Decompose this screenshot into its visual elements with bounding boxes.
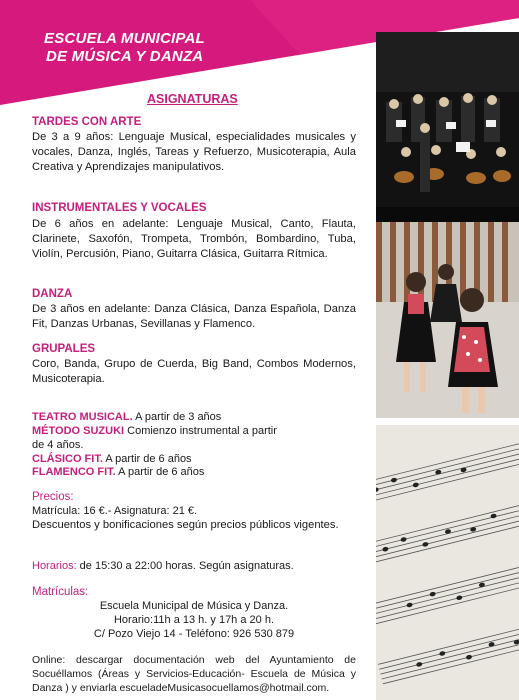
matriculas-line2: Horario:11h a 13 h. y 17h a 20 h.	[113, 614, 274, 626]
matriculas-line1: Escuela Municipal de Música y Danza.	[99, 600, 289, 612]
sheet-music-photo	[376, 425, 519, 700]
matriculas-line3: C/ Pozo Viejo 14 - Teléfono: 926 530 879	[93, 628, 295, 640]
section-text-danza: De 3 años en adelante: Danza Clásica, Danza Española, Danza Fit, Danzas Urbanas, Sevillanas y Flamenco.	[32, 303, 356, 330]
dancing-girls-photo	[376, 222, 519, 418]
section-text-instrumentales: De 6 años en adelante: Lenguaje Musical, Canto, Flauta, Clarinete, Saxofón, Trompeta, Trombón, Bombardino, Tuba, Violín, Percusión, Piano, Guitarra Clásica, Guitarra Rítmica.	[32, 218, 356, 260]
matriculas-label: Matrículas:	[32, 586, 89, 598]
online-info: Online: descargar documentación web del Ayuntamiento de Socuéllamos (Áreas y Servicios-Educación- Escuela de Música y Danza ) y enviarla escueladeMusicasocuellamos@hotmail.com.	[32, 654, 356, 694]
extra-flamenco: FLAMENCO FIT. A partir de 6 años	[32, 466, 205, 478]
extra-suzuki-cont: de 4 años.	[32, 439, 84, 451]
horarios: Horarios: de 15:30 a 22:00 horas. Según asignaturas.	[32, 560, 294, 572]
precios-line2: Descuentos y bonificaciones según precios públicos vigentes.	[32, 519, 339, 531]
section-title-grupales: GRUPALES	[32, 343, 96, 355]
orchestra-photo	[376, 32, 519, 230]
school-title: ESCUELA MUNICIPAL DE MÚSICA Y DANZA	[44, 30, 205, 65]
precios-label: Precios:	[32, 491, 74, 503]
extra-suzuki: MÉTODO SUZUKI Comienzo instrumental a partir	[32, 425, 277, 437]
extra-clasico: CLÁSICO FIT. A partir de 6 años	[32, 453, 192, 465]
section-title-danza: DANZA	[32, 288, 73, 300]
section-text-grupales: Coro, Banda, Grupo de Cuerda, Big Band, Combos Modernos, Musicoterapia.	[32, 358, 356, 385]
section-title-instrumentales: INSTRUMENTALES Y VOCALES	[32, 202, 207, 214]
extra-teatro: TEATRO MUSICAL. A partir de 3 años	[32, 411, 222, 423]
section-text-tardes: De 3 a 9 años: Lenguaje Musical, especialidades musicales y vocales, Danza, Inglés, Tareas y Refuerzo, Musicoterapia, Aula Creativa y Aprendizajes manipulativos.	[32, 131, 356, 173]
section-title-tardes: TARDES CON ARTE	[32, 116, 142, 128]
subjects-heading: ASIGNATURAS	[147, 92, 238, 106]
precios-line1: Matrícula: 16 €.- Asignatura: 21 €.	[32, 505, 198, 517]
